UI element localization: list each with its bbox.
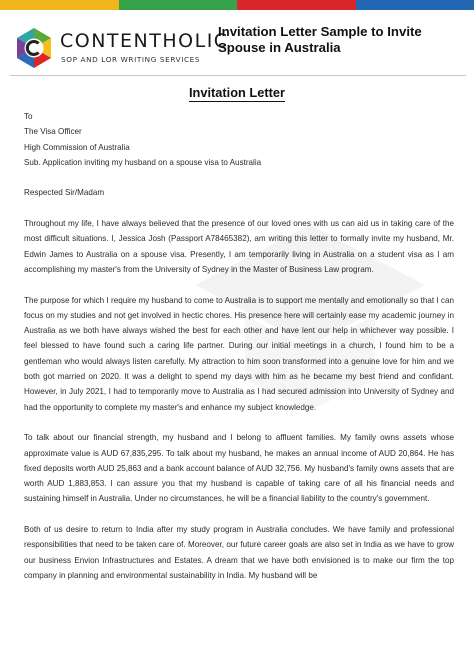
subject-line: Sub. Application inviting my husband on a spouse visa to Australia [24,157,262,167]
header-divider [10,75,466,76]
paragraph-finances: To talk about our financial strength, my husband and I belong to affluent families. My family owns assets whose approximate value is AUD 67,835,295. To talk about my husband, he makes an annual income of AUD 20,864. He has fixed deposits worth AUD 25,863 and a bank account balance of AUD 32,756. My husband's family owns assets that are worth AUD 1,883,853. I can assure you that my husband is capable of taking care of all his financial needs and sustaining himself in Australia. Under no circumstances, he will be a financial liability to the country's government. [24,433,454,504]
spacer [24,415,454,430]
contentholic-logo[interactable] [14,26,229,70]
letter-heading [0,85,474,100]
brand-name: CONTENTHOLIC [60,30,229,52]
paragraph-purpose: The purpose for which I require my husband to come to Australia is to support me mentally and emotionally so that I can focus on my studies and not get involved in hectic chores. His presence here will certainly ease my academic journey in Australia as we both have always wished the best for each other and have lent our help in whichever way possible. I feel blessed to have found such a caring life partner. During our initial meetings in a church, I found him to be a gentleman who would always listen carefully. My attraction to him soon transformed into a genuine love for him and we both got married on 2020. It was a delight to spend my days with him as he became my best friend and confidant. However, in July 2021, I had to temporarily move to Australia as I had secured admission into University of Sydney and had the opportunity to complete my master's and enhance my subject knowledge. [24,295,454,412]
color-bar-green [119,0,238,10]
color-bar-red [237,0,356,10]
color-bar-yellow [0,0,119,10]
letter-body [24,109,454,583]
paragraph-return-plans: Both of us desire to return to India after my study program in Australia concludes. We have family and professional responsibilities that need to be taken care of. Moreover, our future career goals are also set in India as we have to grow our business Envion Infrastructures and Estates. A dream that we have both envisioned is to make our firm the top company in planning and environmental sustainability in India. My husband will be [24,525,454,580]
document-title: Invitation Letter Sample to Invite Spouse in Australia [218,24,422,55]
spacer [24,277,454,292]
brand-color-bar [0,0,474,10]
address-line-to: To [24,112,33,121]
color-bar-blue [356,0,474,10]
brand-tagline: SOP AND LOR WRITING SERVICES [61,55,201,64]
address-line-recipient: The Visa Officer [24,127,82,137]
letter-heading-text: Invitation Letter [189,85,285,100]
contentholic-logo-icon [14,26,54,70]
spacer [24,170,454,185]
spacer [24,507,454,522]
paragraph-introduction: Throughout my life, I have always believed that the presence of our loved ones with us can aid us in taking care of the most difficult situations. I, Jessica Josh (Passport A78465382), am writing this letter to formally invite my husband, Mr. Edwin James to Australia on a spouse visa. Presently, I am temporarily living in Australia on a student visa as I am accomplishing my master's from the University of Sydney in the Master of Business Law program. [24,219,454,274]
spacer [24,201,454,216]
address-line-office: High Commission of Australia [24,142,130,152]
salutation: Respected Sir/Madam [24,188,105,198]
